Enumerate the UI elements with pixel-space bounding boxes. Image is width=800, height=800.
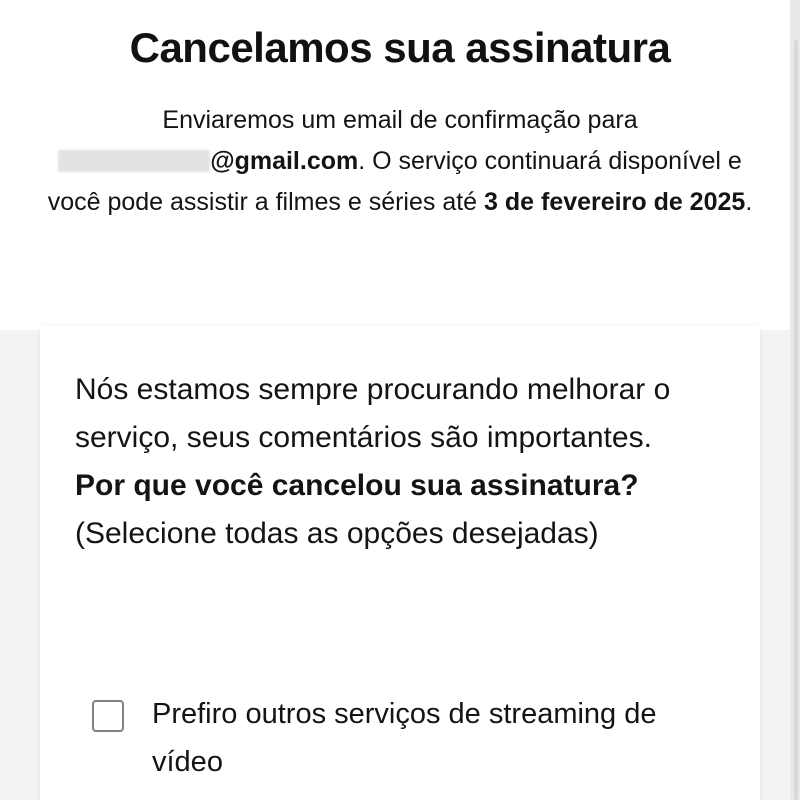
confirmation-service-text: . O serviço continuará disponível e você pode assistir a filmes e séries até	[47, 147, 742, 216]
survey-question: Por que você cancelou sua assinatura?	[75, 469, 639, 502]
email-domain: @gmail.com	[210, 147, 359, 175]
confirmation-period: .	[745, 188, 753, 216]
end-date: 3 de fevereiro de 2025	[484, 188, 746, 216]
scrollbar[interactable]	[790, 0, 800, 800]
survey-intro: Nós estamos sempre procurando melhorar o serviço, seus comentários são importantes.	[75, 373, 671, 454]
survey-option-other-streaming[interactable]	[92, 698, 732, 786]
survey-card	[40, 326, 760, 800]
scrollbar-thumb[interactable]	[794, 40, 798, 800]
redacted-email-user	[58, 150, 210, 172]
survey-question-hint: (Selecione todas as opções desejadas)	[75, 517, 599, 550]
page-title: Cancelamos sua assinatura	[129, 24, 671, 71]
survey-text	[75, 366, 695, 558]
confirmation-message	[30, 100, 770, 223]
option-label: Prefiro outros serviços de streaming de vídeo	[152, 698, 657, 778]
confirmation-line1: Enviaremos um email de confirmação para	[162, 106, 638, 134]
option-checkbox[interactable]	[92, 700, 124, 732]
